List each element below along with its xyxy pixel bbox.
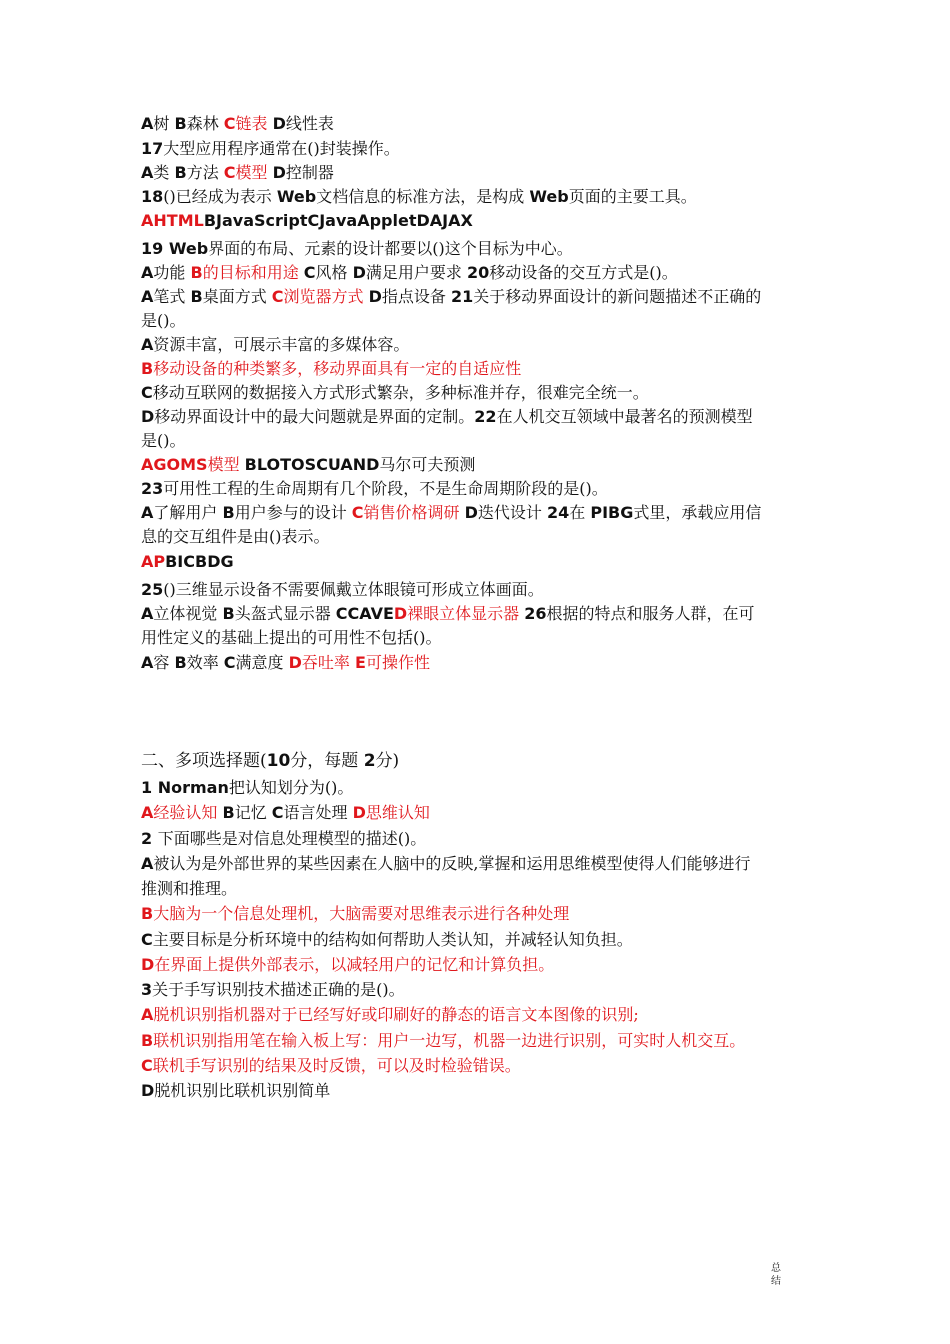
text-segment: 的目标和用途 xyxy=(202,263,304,282)
text-segment: 17 xyxy=(141,139,164,158)
text-segment: 关于手写识别技术描述正确的是()。 xyxy=(152,980,405,999)
text-line xyxy=(141,802,821,824)
section-heading xyxy=(141,750,821,772)
text-line xyxy=(141,113,821,135)
text-segment: 移动设备的交互方式是()。 xyxy=(489,263,678,282)
text-segment: C xyxy=(351,503,364,522)
text-line xyxy=(141,853,821,875)
text-segment: D xyxy=(368,287,382,306)
text-segment: A xyxy=(141,1005,154,1024)
text-segment: B xyxy=(222,604,235,623)
text-segment: 推测和推理。 xyxy=(141,879,238,898)
text-segment: 树 xyxy=(153,114,175,133)
text-segment: 记忆 xyxy=(234,803,272,822)
text-segment: A xyxy=(141,263,154,282)
text-segment: 分，每题 xyxy=(290,751,364,771)
text-segment: C xyxy=(223,114,236,133)
text-segment: AP xyxy=(141,552,166,571)
text-segment: D xyxy=(352,803,366,822)
text-segment: 容 xyxy=(153,653,175,672)
text-segment: 是()。 xyxy=(141,311,186,330)
text-segment: 脱机识别比联机识别简单 xyxy=(154,1081,331,1100)
text-segment: AHTML xyxy=(141,211,204,230)
text-segment: A xyxy=(141,604,154,623)
text-segment: 3 xyxy=(141,980,153,999)
text-segment: ()三维显示设备不需要佩戴立体眼镜可形成立体画面。 xyxy=(163,580,544,599)
text-segment: 脱机识别指机器对于已经写好或印刷好的静态的语言文本图像的识别; xyxy=(153,1005,639,1024)
text-segment: A xyxy=(141,803,154,822)
text-segment: A xyxy=(141,335,154,354)
text-segment: BICBDG xyxy=(165,552,234,571)
text-segment: 移动设备的种类繁多，移动界面具有一定的自适应性 xyxy=(153,359,522,378)
text-segment: CCAVE xyxy=(335,604,394,623)
text-segment: C xyxy=(223,653,236,672)
text-segment: B xyxy=(190,287,203,306)
text-segment: 资源丰富，可展示丰富的多媒体容。 xyxy=(153,335,410,354)
text-line xyxy=(141,929,821,951)
text-segment: 思维认知 xyxy=(365,803,430,822)
text-segment: 26 xyxy=(524,604,547,623)
text-segment: AGOMS xyxy=(141,455,208,474)
text-segment: 在 xyxy=(569,503,591,522)
text-line xyxy=(141,777,821,799)
text-line xyxy=(141,551,821,573)
text-segment: B xyxy=(141,1031,154,1050)
text-segment: C xyxy=(303,263,316,282)
text-line xyxy=(141,210,821,232)
text-line xyxy=(141,286,821,308)
text-segment: 是()。 xyxy=(141,431,186,450)
text-segment: B xyxy=(174,653,187,672)
text-segment: 浏览器方式 xyxy=(283,287,369,306)
text-line xyxy=(141,526,821,548)
text-segment: 方法 xyxy=(186,163,224,182)
text-segment: 1 Norman xyxy=(141,778,229,797)
text-line xyxy=(141,138,821,160)
text-segment: 21 xyxy=(451,287,474,306)
text-segment: B xyxy=(222,503,235,522)
text-line xyxy=(141,382,821,404)
text-segment: B xyxy=(222,803,235,822)
text-segment: D xyxy=(272,114,286,133)
text-segment: B xyxy=(141,904,154,923)
text-segment: 用性定义的基础上提出的可用性不包括()。 xyxy=(141,628,442,647)
text-segment: C xyxy=(271,287,284,306)
text-segment: D xyxy=(288,653,302,672)
text-segment: A xyxy=(141,503,154,522)
text-line xyxy=(141,310,821,332)
text-line xyxy=(141,262,821,284)
text-segment: B xyxy=(190,263,203,282)
text-line xyxy=(141,334,821,356)
text-segment: C xyxy=(271,803,284,822)
text-segment: 效率 xyxy=(186,653,224,672)
text-line xyxy=(141,878,821,900)
text-segment: 24 xyxy=(547,503,570,522)
text-segment: 线性表 xyxy=(285,114,334,133)
text-segment: 19 Web xyxy=(141,239,209,258)
text-segment: 息的交互组件是由()表示。 xyxy=(141,527,330,546)
text-segment: 裸眼立体显示器 xyxy=(407,604,525,623)
text-segment: 界面的布局、元素的设计都要以()这个目标为中心。 xyxy=(208,239,573,258)
text-segment: 指点设备 xyxy=(381,287,451,306)
text-segment: 22 xyxy=(474,407,497,426)
text-line xyxy=(141,454,821,476)
text-segment: Web xyxy=(529,187,569,206)
text-segment: 页面的主要工具。 xyxy=(568,187,697,206)
text-segment: 文档信息的标准方法，是构成 xyxy=(316,187,530,206)
text-segment: D xyxy=(464,503,478,522)
text-segment: 满意度 xyxy=(235,653,289,672)
text-segment: BJavaScriptCJavaAppletDAJAX xyxy=(203,211,473,230)
text-segment: 可操作性 xyxy=(365,653,430,672)
text-segment: B xyxy=(174,114,187,133)
text-segment: B xyxy=(141,359,154,378)
text-line xyxy=(141,502,821,524)
text-line xyxy=(141,1080,821,1102)
text-segment: 联机识别指用笔在输入板上写：用户一边写，机器一边进行识别，可实时人机交互。 xyxy=(153,1031,746,1050)
text-segment: 2 xyxy=(363,751,376,771)
text-segment: 关于移动界面设计的新问题描述不正确的 xyxy=(473,287,762,306)
text-segment: 吞吐率 xyxy=(301,653,355,672)
text-segment: A xyxy=(141,114,154,133)
text-segment: 模型 xyxy=(207,455,245,474)
text-line xyxy=(141,979,821,1001)
text-segment: A xyxy=(141,854,154,873)
text-segment: C xyxy=(141,930,153,949)
text-segment: 20 xyxy=(467,263,490,282)
text-segment: A xyxy=(141,653,154,672)
text-segment: 下面哪些是对信息处理模型的描述()。 xyxy=(157,829,427,848)
text-line xyxy=(141,1055,821,1077)
text-segment: 语言处理 xyxy=(283,803,353,822)
text-segment: C xyxy=(141,1056,153,1075)
text-segment: 风格 xyxy=(315,263,353,282)
text-segment: 分) xyxy=(375,751,400,771)
text-segment: PIBG xyxy=(590,503,634,522)
text-line xyxy=(141,1004,821,1026)
text-segment: 被认为是外部世界的某些因素在人脑中的反映,掌握和运用思维模型使得人们能够进行 xyxy=(153,854,751,873)
text-segment: 销售价格调研 xyxy=(363,503,465,522)
text-segment: 用户参与的设计 xyxy=(234,503,352,522)
text-segment: 满足用户要求 xyxy=(365,263,467,282)
text-segment: 在界面上提供外部表示，以减轻用户的记忆和计算负担。 xyxy=(154,955,555,974)
text-segment: 笔式 xyxy=(153,287,191,306)
text-segment: 根据的特点和服务人群，在可 xyxy=(546,604,755,623)
text-line xyxy=(141,430,821,452)
text-segment: D xyxy=(393,604,408,623)
text-line xyxy=(141,828,821,850)
text-line xyxy=(141,1030,821,1052)
text-line xyxy=(141,954,821,976)
text-segment: C xyxy=(141,383,153,402)
text-line xyxy=(141,627,821,649)
text-segment: 大脑为一个信息处理机，大脑需要对思维表示进行各种处理 xyxy=(153,904,570,923)
text-segment: Web xyxy=(276,187,317,206)
text-segment: D xyxy=(272,163,286,182)
text-line xyxy=(141,579,821,601)
text-segment: 森林 xyxy=(186,114,224,133)
text-line xyxy=(141,603,821,625)
text-segment: D xyxy=(141,1081,155,1100)
text-segment: 大型应用程序通常在()封装操作。 xyxy=(163,139,400,158)
text-segment: 23 xyxy=(141,479,164,498)
text-line xyxy=(141,162,821,184)
text-segment: ()已经成为表示 xyxy=(163,187,277,206)
text-segment: C xyxy=(223,163,236,182)
text-segment: 18 xyxy=(141,187,164,206)
text-segment: 头盔式显示器 xyxy=(234,604,336,623)
text-segment: B xyxy=(174,163,187,182)
text-segment: 二、多项选择题( xyxy=(141,751,267,771)
text-line xyxy=(141,406,821,428)
text-segment: 桌面方式 xyxy=(202,287,272,306)
text-segment: 立体视觉 xyxy=(153,604,223,623)
text-segment: 式里，承载应用信 xyxy=(633,503,762,522)
text-segment: 链表 xyxy=(235,114,273,133)
text-segment: D xyxy=(141,407,155,426)
text-segment: 10 xyxy=(266,751,291,771)
text-segment: 控制器 xyxy=(285,163,334,182)
text-segment: 2 xyxy=(141,829,158,848)
text-segment: D xyxy=(141,955,155,974)
text-line xyxy=(141,186,821,208)
text-segment: 功能 xyxy=(153,263,191,282)
text-segment: 把认知划分为()。 xyxy=(228,778,354,797)
text-segment: 马尔可夫预测 xyxy=(379,455,476,474)
text-segment: 在人机交互领域中最著名的预测模型 xyxy=(496,407,753,426)
text-line xyxy=(141,652,821,674)
text-segment: E xyxy=(355,653,366,672)
text-line xyxy=(141,358,821,380)
text-segment: 移动界面设计中的最大问题就是界面的定制。 xyxy=(154,407,475,426)
text-segment: 25 xyxy=(141,580,164,599)
text-segment: BLOTOSCUAND xyxy=(244,455,380,474)
text-segment: 移动互联网的数据接入方式形式繁杂，多种标准并存，很难完全统一。 xyxy=(152,383,649,402)
text-segment: 类 xyxy=(153,163,175,182)
text-segment: D xyxy=(352,263,366,282)
text-segment: 可用性工程的生命周期有几个阶段，不是生命周期阶段的是()。 xyxy=(163,479,608,498)
text-segment: 了解用户 xyxy=(153,503,223,522)
text-line xyxy=(141,903,821,925)
text-line xyxy=(141,238,821,260)
text-segment: A xyxy=(141,287,154,306)
text-line xyxy=(141,478,821,500)
text-segment: 经验认知 xyxy=(153,803,223,822)
text-segment: 迭代设计 xyxy=(477,503,547,522)
text-segment: A xyxy=(141,163,154,182)
text-segment: 主要目标是分析环境中的结构如何帮助人类认知，并减轻认知负担。 xyxy=(152,930,633,949)
text-segment: 联机手写识别的结果及时反馈，可以及时检验错误。 xyxy=(152,1056,521,1075)
page-footer: 总结 xyxy=(771,1263,781,1287)
text-segment: 模型 xyxy=(235,163,273,182)
